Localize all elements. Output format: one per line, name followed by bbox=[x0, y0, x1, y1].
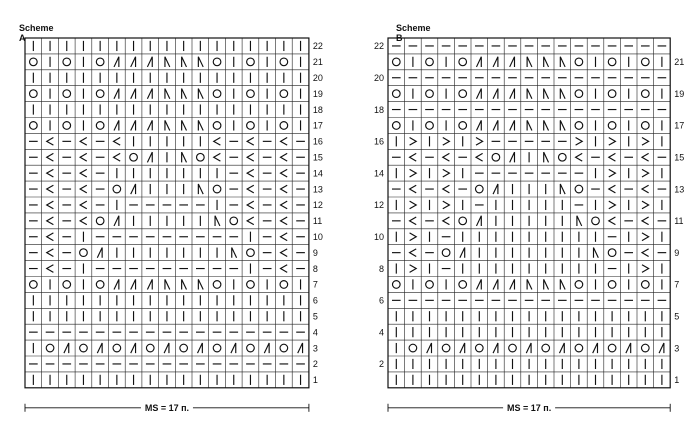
stitch-cell bbox=[460, 248, 465, 258]
stitch-cell bbox=[427, 343, 432, 353]
stitch-cell bbox=[410, 217, 417, 225]
stitch-cell bbox=[609, 169, 616, 177]
row-number: 18 bbox=[373, 104, 384, 115]
row-number: 13 bbox=[674, 184, 685, 195]
row-number: 11 bbox=[674, 216, 684, 227]
row-number: 1 bbox=[312, 375, 318, 386]
row-number: 13 bbox=[312, 184, 323, 195]
stitch-cell bbox=[442, 249, 450, 257]
stitch-cell bbox=[527, 57, 532, 67]
stitch-cell bbox=[443, 169, 450, 177]
stitch-cell bbox=[641, 58, 649, 66]
stitch-cell bbox=[493, 279, 498, 289]
stitch-cell bbox=[426, 90, 434, 98]
row-number: 17 bbox=[312, 120, 323, 131]
row-number: 8 bbox=[312, 263, 318, 274]
stitch-cell bbox=[642, 153, 649, 161]
stitch-cell bbox=[493, 89, 498, 99]
chart-row bbox=[392, 216, 666, 226]
stitch-cell bbox=[410, 201, 417, 209]
stitch-cell bbox=[560, 279, 565, 289]
chart-row bbox=[392, 248, 666, 258]
stitch-cell bbox=[509, 344, 517, 352]
chart-row bbox=[392, 57, 661, 67]
chart-row bbox=[396, 136, 662, 146]
row-number: 3 bbox=[674, 343, 680, 354]
stitch-cell bbox=[476, 89, 481, 99]
stitch-cell bbox=[608, 122, 616, 130]
row-number: 16 bbox=[312, 136, 323, 147]
row-number: 3 bbox=[312, 343, 318, 354]
stitch-cell bbox=[410, 169, 417, 177]
row-number: 4 bbox=[312, 327, 318, 338]
stitch-cell bbox=[575, 122, 583, 130]
chart-row bbox=[396, 200, 662, 210]
stitch-cell bbox=[544, 57, 549, 67]
stitch-cell bbox=[476, 216, 481, 226]
row-number: 19 bbox=[312, 88, 323, 99]
row-number: 12 bbox=[312, 200, 323, 211]
chart-row bbox=[392, 184, 666, 194]
stitch-cell bbox=[609, 185, 616, 193]
row-number: 7 bbox=[312, 279, 318, 290]
stitch-cell bbox=[575, 281, 583, 289]
stitch-cell bbox=[609, 153, 616, 161]
stitch-cell bbox=[459, 122, 467, 130]
stitch-cell bbox=[575, 90, 583, 98]
row-number: 10 bbox=[312, 231, 323, 242]
stitch-cell bbox=[594, 248, 599, 258]
stitch-cell bbox=[642, 185, 649, 193]
stitch-cell bbox=[527, 89, 532, 99]
stitch-cell bbox=[609, 138, 616, 146]
stitch-cell bbox=[493, 184, 498, 194]
chart-row bbox=[396, 311, 662, 321]
stitch-cell bbox=[410, 265, 417, 273]
stitch-cell bbox=[443, 217, 450, 225]
stitch-cell bbox=[475, 344, 483, 352]
stitch-cell bbox=[493, 343, 498, 353]
chart-row bbox=[396, 359, 662, 369]
stitch-cell bbox=[476, 57, 481, 67]
chart-row bbox=[396, 232, 662, 242]
row-number: 14 bbox=[312, 168, 323, 179]
chart-row bbox=[392, 152, 666, 162]
stitch-cell bbox=[426, 281, 434, 289]
stitch-cell bbox=[443, 201, 450, 209]
row-number: 15 bbox=[312, 152, 323, 163]
row-number: 22 bbox=[373, 41, 384, 52]
stitch-cell bbox=[410, 249, 417, 257]
stitch-cell bbox=[575, 58, 583, 66]
row-number: 6 bbox=[378, 295, 384, 306]
stitch-cell bbox=[410, 138, 417, 146]
stitch-cell bbox=[626, 343, 631, 353]
stitch-cell bbox=[542, 344, 550, 352]
stitch-cell bbox=[410, 153, 417, 161]
chart-row bbox=[392, 279, 661, 289]
stitch-count-label: MS = 17 п. bbox=[506, 403, 552, 413]
row-number: 19 bbox=[674, 88, 685, 99]
row-number: 15 bbox=[674, 152, 685, 163]
stitch-cell bbox=[544, 120, 549, 130]
row-number: 2 bbox=[378, 359, 384, 370]
stitch-cell bbox=[642, 217, 649, 225]
stitch-cell bbox=[642, 249, 649, 257]
row-number: 17 bbox=[674, 120, 685, 131]
stitch-cell bbox=[575, 344, 583, 352]
row-number: 6 bbox=[312, 295, 318, 306]
row-number: 5 bbox=[674, 311, 680, 322]
stitch-cell bbox=[492, 153, 500, 161]
stitch-cell bbox=[642, 233, 649, 241]
stitch-cell bbox=[526, 343, 531, 353]
stitch-cell bbox=[510, 152, 515, 162]
stitch-cell bbox=[659, 343, 664, 353]
stitch-cell bbox=[576, 153, 583, 161]
stitch-cell bbox=[558, 153, 566, 161]
stitch-cell bbox=[476, 120, 481, 130]
stitch-cell bbox=[510, 120, 515, 130]
stitch-cell bbox=[459, 58, 467, 66]
stitch-cell bbox=[608, 344, 616, 352]
stitch-cell bbox=[592, 217, 600, 225]
stitch-cell bbox=[510, 57, 515, 67]
stitch-cell bbox=[527, 120, 532, 130]
stitch-cell bbox=[575, 185, 583, 193]
row-number: 12 bbox=[373, 200, 384, 211]
stitch-cell bbox=[510, 279, 515, 289]
stitch-cell bbox=[443, 138, 450, 146]
stitch-cell bbox=[493, 120, 498, 130]
row-number: 8 bbox=[378, 263, 384, 274]
stitch-cell bbox=[476, 153, 483, 161]
row-number: 5 bbox=[312, 311, 318, 322]
stitch-count-label: MS = 17 п. bbox=[144, 403, 190, 413]
row-number: 14 bbox=[373, 168, 384, 179]
row-number: 10 bbox=[373, 231, 384, 242]
row-number: 9 bbox=[674, 247, 680, 258]
stitch-cell bbox=[392, 281, 400, 289]
stitch-cell bbox=[410, 185, 417, 193]
stitch-cell bbox=[641, 122, 649, 130]
chart-row bbox=[392, 89, 661, 99]
stitch-cell bbox=[576, 138, 583, 146]
stitch-cell bbox=[443, 185, 450, 193]
row-number: 20 bbox=[312, 72, 323, 83]
scheme-b-title: Scheme B bbox=[396, 23, 431, 43]
stitch-cell bbox=[560, 57, 565, 67]
stitch-cell bbox=[641, 281, 649, 289]
row-number: 2 bbox=[312, 359, 318, 370]
row-number: 1 bbox=[674, 375, 680, 386]
stitch-cell bbox=[459, 90, 467, 98]
stitch-cell bbox=[409, 344, 417, 352]
stitch-cell bbox=[641, 344, 649, 352]
row-number: 7 bbox=[674, 279, 680, 290]
stitch-cell bbox=[510, 89, 515, 99]
row-number: 21 bbox=[312, 57, 323, 68]
stitch-cell bbox=[544, 89, 549, 99]
stitch-cell bbox=[608, 281, 616, 289]
stitch-cell bbox=[609, 217, 616, 225]
row-number: 11 bbox=[312, 216, 323, 227]
chart-row bbox=[392, 120, 661, 130]
stitch-cell bbox=[642, 265, 649, 273]
stitch-cell bbox=[410, 233, 417, 241]
stitch-cell bbox=[544, 152, 549, 162]
stitch-cell bbox=[642, 201, 649, 209]
stitch-cell bbox=[392, 90, 400, 98]
stitch-cell bbox=[577, 216, 582, 226]
stitch-cell bbox=[475, 185, 483, 193]
chart-row bbox=[396, 168, 662, 178]
row-number: 16 bbox=[373, 136, 384, 147]
stitch-cell bbox=[642, 138, 649, 146]
stitch-cell bbox=[426, 58, 434, 66]
stitch-cell bbox=[593, 343, 598, 353]
scheme-a-title: Scheme A bbox=[19, 23, 54, 43]
stitch-cell bbox=[560, 89, 565, 99]
row-number: 9 bbox=[312, 247, 318, 258]
row-number: 4 bbox=[378, 327, 384, 338]
stitch-cell bbox=[608, 249, 616, 257]
row-number: 22 bbox=[312, 41, 323, 52]
stitch-cell bbox=[460, 343, 465, 353]
stitch-cell bbox=[426, 122, 434, 130]
stitch-cell bbox=[459, 281, 467, 289]
stitch-cell bbox=[442, 344, 450, 352]
stitch-cell bbox=[642, 169, 649, 177]
stitch-cell bbox=[608, 58, 616, 66]
row-number: 21 bbox=[674, 57, 685, 68]
row-number: 18 bbox=[312, 104, 323, 115]
stitch-cell bbox=[609, 201, 616, 209]
stitch-cell bbox=[560, 120, 565, 130]
stitch-cell bbox=[527, 279, 532, 289]
stitch-cell bbox=[392, 122, 400, 130]
chart-row bbox=[396, 263, 662, 273]
stitch-cell bbox=[544, 279, 549, 289]
stitch-cell bbox=[443, 153, 450, 161]
stitch-cell bbox=[476, 138, 483, 146]
stitch-cell bbox=[459, 217, 467, 225]
stitch-cell bbox=[559, 343, 564, 353]
stitch-cell bbox=[493, 57, 498, 67]
chart-row bbox=[396, 327, 662, 337]
stitch-cell bbox=[641, 90, 649, 98]
chart-row bbox=[396, 375, 662, 385]
stitch-cell bbox=[392, 58, 400, 66]
stitch-cell bbox=[476, 279, 481, 289]
chart-row bbox=[396, 343, 664, 353]
stitch-cell bbox=[560, 184, 565, 194]
row-number: 20 bbox=[373, 72, 384, 83]
stitch-cell bbox=[608, 90, 616, 98]
